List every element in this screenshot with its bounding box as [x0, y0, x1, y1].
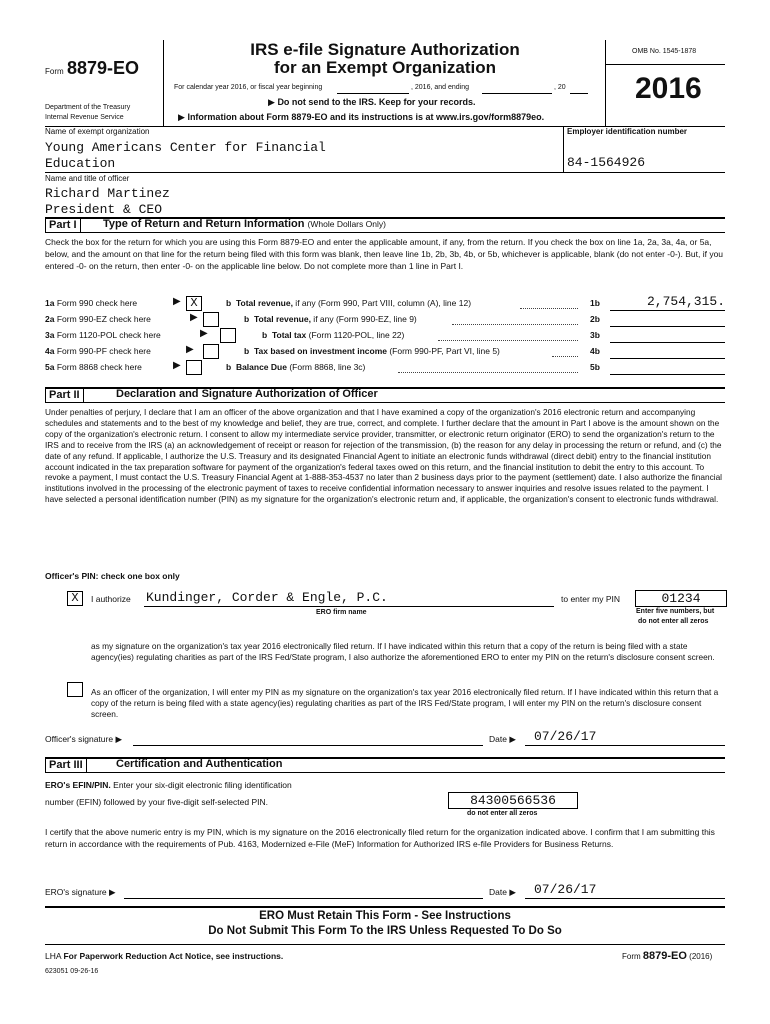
officer-field[interactable] [45, 186, 170, 218]
arrow-right-icon: ▶ [186, 344, 194, 355]
officer-title: President & CEO [45, 202, 163, 217]
declaration-text: Under penalties of perjury, I declare that I am an officer of the above organization and that I have examined a copy of the organization's 2016 electronic return and accompanying schedules and statements and to the best of my knowledge and belief, they are true, correct, and complete. I further declare that the amount in Part I above is the amount shown on the copy of the organization's electronic return. I consent to allow my intermediate service provider, transmitter, or electronic return originator (ERO) to send the organization's return to the IRS and to receive from the IRS (a) an acknowledgement of receipt or reason for rejection of the transmission, (b) the reason for any delay in processing the return or refund, and (c) the date of any refund. If applicable, I authorize the U.S. Treasury and its designated Financial Agent to initiate an electronic funds withdrawal (direct debit) entry to the financial institution account indicated in the tax preparation software for payment of the organization's federal taxes owed on this return, and the financial institution to debit the entry to this account. To revoke a payment, I must contact the U.S. Treasury Financial Agent at 1-888-353-4537 no later than 2 business days prior to the payment (settlement) date. I also authorize the financial institutions involved in the processing of the electronic payment of taxes to receive confidential information necessary to answer inquiries and resolve issues related to the payment. I have selected a personal identification number (PIN) as my signature for the organization's electronic return and, if applicable, the organization's consent to electronic funds withdrawal. [45, 407, 723, 505]
arrow-right-icon: ▶ [115, 734, 123, 744]
retain-line-1: ERO Must Retain This Form - See Instructions [259, 910, 511, 922]
ein-label: Employer identification number [567, 127, 688, 136]
arrow-right-icon: ▶ [173, 296, 181, 307]
org-name-line-1: Young Americans Center for Financial [45, 140, 326, 155]
total-revenue-990-field[interactable]: 2,754,315. [646, 294, 725, 309]
ero-firm-label: ERO firm name [316, 609, 367, 616]
part-ii-title: Declaration and Signature Authorization of Officer [116, 388, 378, 400]
part-i-label: Part I [45, 218, 81, 233]
efin-instruction-2: number (EFIN) followed by your five-digit self-selected PIN. [45, 797, 268, 807]
org-name-label: Name of exempt organization [45, 127, 150, 136]
irs-label: Internal Revenue Service [45, 114, 124, 121]
fiscal-begin-field[interactable] [337, 93, 409, 94]
form-prefix: Form [45, 67, 64, 76]
ein-field[interactable]: 84-1564926 [567, 155, 646, 170]
total-tax-field[interactable] [610, 342, 725, 343]
enter-five-note-2: do not enter all zeros [638, 618, 709, 625]
part-i-subtitle: (Whole Dollars Only) [307, 219, 386, 229]
fiscal-end-year-field[interactable] [570, 93, 588, 94]
part-iii-label: Part III [45, 758, 87, 773]
arrow-right-icon: ▶ [200, 328, 208, 339]
arrow-right-icon: ▶ [509, 887, 516, 897]
arrow-right-icon: ▶ [178, 112, 185, 122]
efin-instruction-1: ERO's EFIN/PIN. Enter your six-digit electronic filing identification [45, 780, 292, 790]
retain-line-2: Do Not Submit This Form To the IRS Unless Requested To Do So [208, 925, 562, 937]
org-name-line-2: Education [45, 156, 116, 171]
calendar-text-3: , 20 [554, 84, 566, 91]
total-revenue-990ez-field[interactable] [610, 326, 725, 327]
balance-due-field[interactable] [610, 374, 725, 375]
to-enter-pin-label: to enter my PIN [561, 594, 621, 604]
officer-date-label: Date ▶ [489, 734, 516, 744]
form-990pf-checkbox[interactable] [203, 344, 219, 359]
form-990ez-checkbox[interactable] [203, 312, 219, 327]
page-title [165, 41, 605, 77]
title-line-2: for an Exempt Organization [274, 58, 496, 77]
investment-tax-field[interactable] [610, 358, 725, 359]
officer-signature-field[interactable] [133, 745, 483, 746]
ero-date-label: Date ▶ [489, 887, 516, 897]
part-i-title: Type of Return and Return Information (Whole Dollars Only) [103, 218, 386, 230]
org-name-field[interactable] [45, 140, 326, 172]
part-i-instructions: Check the box for the return for which you are using this Form 8879-EO and enter the applicable amount, if any, from the return. If you check the box on line 1a, 2a, 3a, 4a, or 5a, below, and the amount on that line for the return being filed with this form was blank, then leave line 1b, 2b, 3b, 4b, or 5b, whichever is applicable, blank (do not enter -0-). But, if you entered -0- on the return, then enter -0- on the applicable line below. Do not complete more than 1 line in Part I. [45, 237, 724, 271]
form-8868-checkbox[interactable] [186, 360, 202, 375]
omb-number: OMB No. 1545-1878 [632, 48, 697, 55]
ero-date-field[interactable]: 07/26/17 [534, 882, 597, 897]
form-990-checkbox[interactable]: X [186, 296, 202, 311]
dept-treasury: Department of the Treasury [45, 104, 131, 111]
form-number: 8879-EO [67, 58, 140, 78]
footer-form-id: Form 8879-EO (2016) [622, 950, 713, 962]
officer-enter-pin-checkbox[interactable] [67, 682, 83, 697]
arrow-right-icon: ▶ [509, 734, 516, 744]
tax-year: 2016 [635, 72, 702, 105]
ero-signature-label: ERO's signature ▶ [45, 887, 116, 897]
authorize-ero-checkbox[interactable]: X [67, 591, 83, 606]
officer-pin-field[interactable]: 01234 [635, 590, 727, 607]
officer-pin-text: As an officer of the organization, I will enter my PIN as my signature on the organization's tax year 2016 electronically filed return. If I have indicated within this return that a copy of the return is being filed with a state agency(ies) regulating charities as part of the IRS Fed/State program, I will enter my PIN on the return's disclosure consent screen. [91, 687, 719, 719]
calendar-text-2: , 2016, and ending [411, 84, 469, 91]
calendar-year-line [174, 84, 322, 91]
officer-signature-label: Officer's signature ▶ [45, 734, 123, 744]
lha-label: LHA [45, 951, 62, 961]
paperwork-notice [45, 951, 283, 961]
info-text: Information about Form 8879-EO and its instructions is at www.irs.gov/form8879eo. [187, 112, 545, 122]
line-number: 1a [45, 298, 55, 308]
retain-notice [45, 909, 725, 939]
officer-date-field[interactable]: 07/26/17 [534, 729, 597, 744]
row-label: Form 990 check here [56, 298, 138, 308]
calendar-text-1: For calendar year 2016, or fiscal year beginning [174, 84, 323, 91]
arrow-right-icon: ▶ [109, 887, 116, 897]
do-not-send-line [268, 97, 475, 108]
form-code: 623051 09-26-16 [45, 968, 99, 975]
officer-name: Richard Martinez [45, 186, 170, 201]
i-authorize-label: I authorize [91, 594, 131, 604]
fiscal-end-field[interactable] [482, 93, 552, 94]
part-ii-label: Part II [45, 388, 84, 403]
certification-text: I certify that the above numeric entry is my PIN, which is my signature on the 2016 electronically filed return for the organization indicated above. I confirm that I am submitting this return in accordance with the requirements of Pub. 4163, Modernized e-File (MeF) Information for Authorized IRS e-file Providers for Business Returns. [45, 827, 715, 849]
paperwork-text: For Paperwork Reduction Act Notice, see instructions. [63, 951, 284, 961]
officer-label: Name and title of officer [45, 174, 130, 183]
do-not-send-text: Do not send to the IRS. Keep for your records. [277, 97, 476, 107]
enter-five-note-1: Enter five numbers, but [636, 608, 715, 615]
efin-pin-field[interactable]: 84300566536 [448, 792, 578, 809]
efin-note: do not enter all zeros [467, 810, 538, 817]
authorization-text: as my signature on the organization's tax year 2016 electronically filed return. If I have indicated within this return that a copy of the return is being filed with a state agency(ies) regulating charities as part of the IRS Fed/State program, I also authorize the aforementioned ERO to enter my PIN on the return's disclosure consent screen. [91, 641, 715, 662]
ero-signature-field[interactable] [124, 898, 483, 899]
info-line [178, 112, 544, 123]
arrow-right-icon: ▶ [190, 312, 198, 323]
arrow-right-icon: ▶ [173, 360, 181, 371]
part-iii-title: Certification and Authentication [116, 758, 283, 770]
pin-heading: Officer's PIN: check one box only [45, 571, 180, 581]
arrow-right-icon: ▶ [268, 97, 275, 107]
ero-firm-field[interactable]: Kundinger, Corder & Engle, P.C. [146, 590, 388, 605]
form-1120pol-checkbox[interactable] [220, 328, 236, 343]
title-line-1: IRS e-file Signature Authorization [250, 40, 520, 59]
